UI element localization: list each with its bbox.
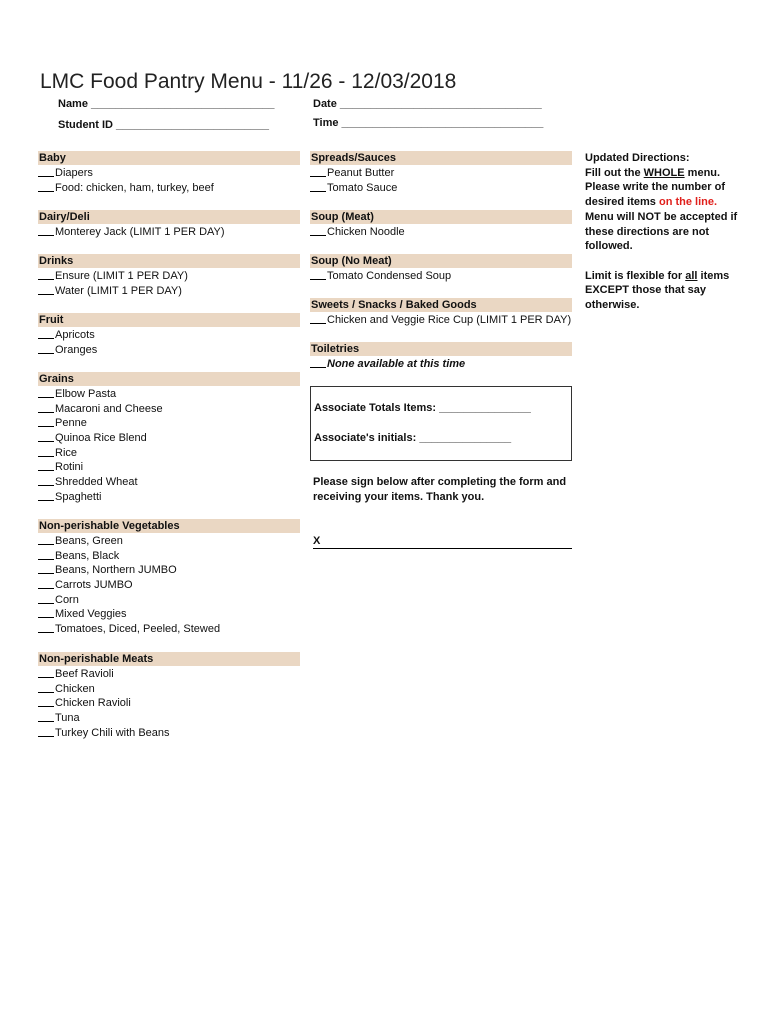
directions-emphasis: WHOLE [643, 166, 685, 179]
list-item [38, 430, 300, 445]
item-label: Mixed Veggies [55, 608, 127, 621]
section-dairy-deli [38, 210, 300, 239]
directions-line-3: Menu will NOT be accepted if these directions are not followed. [585, 210, 738, 253]
item-label: Corn [55, 593, 79, 606]
directions-text: Limit is flexible for [585, 269, 686, 282]
list-item [38, 445, 300, 460]
directions-line-2 [585, 180, 745, 209]
directions-panel [585, 151, 745, 313]
quantity-line[interactable] [38, 268, 54, 280]
quantity-line[interactable] [38, 562, 54, 574]
section-vegetables [38, 519, 300, 636]
item-label: Beef Ravioli [55, 668, 114, 680]
list-item [38, 474, 300, 489]
quantity-line[interactable] [38, 327, 54, 339]
section-baby [38, 151, 300, 194]
item-label: Chicken Ravioli [55, 697, 131, 710]
item-label: Peanut Butter [327, 167, 395, 179]
directions-text: Fill out the [585, 166, 644, 179]
list-item [38, 386, 300, 401]
quantity-line[interactable] [38, 283, 54, 295]
section-soup-no-meat [310, 254, 572, 283]
section-header: Soup (No Meat) [310, 254, 572, 268]
quantity-line[interactable] [38, 386, 54, 398]
quantity-line[interactable] [38, 489, 54, 501]
list-item [38, 327, 300, 342]
section-sweets-snacks [310, 298, 572, 327]
associate-totals-field[interactable]: Associate Totals Items: _______________ [314, 402, 531, 414]
list-item [310, 356, 572, 371]
section-header: Soup (Meat) [310, 210, 572, 224]
list-item [38, 165, 300, 180]
item-label: Tuna [55, 712, 80, 725]
directions-highlight: on the line. [658, 196, 718, 209]
list-item [38, 695, 300, 710]
section-drinks [38, 254, 300, 297]
page-title: LMC Food Pantry Menu - 11/26 - 12/03/2018 [40, 70, 457, 93]
student-id-field[interactable]: Student ID _________________________ [58, 119, 269, 131]
list-item [38, 489, 300, 504]
list-item [38, 459, 300, 474]
item-label: Chicken [55, 682, 95, 695]
quantity-line[interactable] [38, 592, 54, 604]
item-label: Oranges [55, 343, 98, 356]
list-item [38, 548, 300, 563]
list-item [310, 312, 572, 327]
quantity-line[interactable] [38, 548, 54, 560]
list-item [38, 621, 300, 636]
item-label: Rotini [55, 461, 84, 474]
item-label: Beans, Black [55, 549, 120, 562]
item-label: Tomatoes, Diced, Peeled, Stewed [55, 623, 221, 636]
section-header: Non-perishable Vegetables [38, 519, 300, 533]
list-item [38, 592, 300, 607]
quantity-line[interactable] [38, 459, 54, 471]
quantity-line[interactable] [38, 621, 54, 633]
item-label: None available at this time [327, 358, 466, 370]
quantity-line[interactable] [38, 606, 54, 618]
section-soup-meat [310, 210, 572, 239]
item-label: Quinoa Rice Blend [55, 432, 147, 445]
quantity-line[interactable] [310, 312, 326, 324]
list-item [38, 180, 300, 195]
directions-line-1 [585, 166, 745, 181]
section-toiletries [310, 342, 572, 371]
directions-text: items EXCEPT those that say otherwise. [585, 269, 730, 312]
list-item [38, 562, 300, 577]
section-meats [38, 652, 300, 739]
quantity-line[interactable] [38, 533, 54, 545]
quantity-line[interactable] [38, 474, 54, 486]
time-field[interactable]: Time _________________________________ [313, 117, 544, 129]
quantity-line[interactable] [38, 710, 54, 722]
quantity-line[interactable] [310, 268, 326, 280]
quantity-line[interactable] [38, 577, 54, 589]
item-label: Tomato Condensed Soup [327, 270, 452, 282]
item-label: Chicken Noodle [327, 226, 405, 238]
list-item [38, 283, 300, 298]
quantity-line[interactable] [38, 430, 54, 442]
section-header: Spreads/Sauces [310, 151, 572, 165]
signature-line[interactable] [313, 535, 572, 549]
list-item [38, 666, 300, 681]
quantity-line[interactable] [38, 445, 54, 457]
item-label: Chicken and Veggie Rice Cup (LIMIT 1 PER DAY) [327, 314, 572, 326]
sign-instructions: Please sign below after completing the form and receiving your items. Thank you. [313, 476, 567, 503]
directions-emphasis: all [685, 269, 698, 282]
directions-text: Please write the number of desired items [585, 181, 725, 209]
list-item [38, 268, 300, 283]
quantity-line[interactable] [38, 224, 54, 236]
directions-limit [585, 269, 745, 313]
item-label: Diapers [55, 167, 93, 179]
item-label: Beans, Northern JUMBO [55, 564, 177, 577]
list-item [38, 725, 300, 740]
list-item [38, 342, 300, 357]
section-header: Fruit [38, 313, 300, 327]
list-item [38, 224, 300, 239]
date-field[interactable]: Date _________________________________ [313, 98, 542, 110]
associate-initials-field[interactable]: Associate's initials: _______________ [314, 432, 512, 444]
item-label: Beans, Green [55, 535, 123, 547]
section-header: Toiletries [310, 342, 572, 356]
item-label: Rice [55, 446, 78, 459]
list-item [38, 415, 300, 430]
quantity-line[interactable] [38, 725, 54, 737]
list-item [38, 606, 300, 621]
quantity-line[interactable] [310, 356, 326, 368]
section-header: Non-perishable Meats [38, 652, 300, 666]
section-header: Dairy/Deli [38, 210, 300, 224]
list-item [310, 268, 572, 283]
list-item [38, 401, 300, 416]
quantity-line[interactable] [310, 180, 326, 192]
item-label: Turkey Chili with Beans [55, 726, 170, 739]
quantity-line[interactable] [38, 165, 54, 177]
list-item [310, 165, 572, 180]
section-header: Grains [38, 372, 300, 386]
associate-box [310, 386, 572, 461]
item-label: Tomato Sauce [327, 181, 398, 194]
item-label: Water (LIMIT 1 PER DAY) [55, 284, 182, 297]
item-label: Elbow Pasta [55, 388, 117, 400]
quantity-line[interactable] [310, 165, 326, 177]
quantity-line[interactable] [38, 681, 54, 693]
item-label: Apricots [55, 329, 95, 341]
item-label: Shredded Wheat [55, 476, 138, 489]
signature-x: X [313, 535, 321, 547]
item-label: Ensure (LIMIT 1 PER DAY) [55, 270, 188, 282]
directions-text: menu. [684, 166, 721, 179]
section-header: Sweets / Snacks / Baked Goods [310, 298, 572, 312]
name-field[interactable]: Name ______________________________ [58, 98, 275, 110]
section-header: Drinks [38, 254, 300, 268]
section-fruit [38, 313, 300, 356]
section-spreads-sauces [310, 151, 572, 194]
section-grains [38, 372, 300, 504]
list-item [38, 577, 300, 592]
list-item [310, 224, 572, 239]
list-item [38, 681, 300, 696]
item-label: Monterey Jack (LIMIT 1 PER DAY) [55, 226, 225, 238]
item-label: Food: chicken, ham, turkey, beef [55, 181, 214, 194]
quantity-line[interactable] [38, 666, 54, 678]
list-item [310, 180, 572, 195]
quantity-line[interactable] [38, 342, 54, 354]
section-header: Baby [38, 151, 300, 165]
item-label: Spaghetti [55, 490, 102, 503]
list-item [38, 533, 300, 548]
item-label: Penne [55, 417, 87, 430]
quantity-line[interactable] [38, 415, 54, 427]
quantity-line[interactable] [310, 224, 326, 236]
item-label: Macaroni and Cheese [55, 402, 163, 415]
directions-heading: Updated Directions: [585, 152, 690, 164]
list-item [38, 710, 300, 725]
item-label: Carrots JUMBO [55, 579, 133, 592]
quantity-line[interactable] [38, 180, 54, 192]
quantity-line[interactable] [38, 695, 54, 707]
quantity-line[interactable] [38, 401, 54, 413]
